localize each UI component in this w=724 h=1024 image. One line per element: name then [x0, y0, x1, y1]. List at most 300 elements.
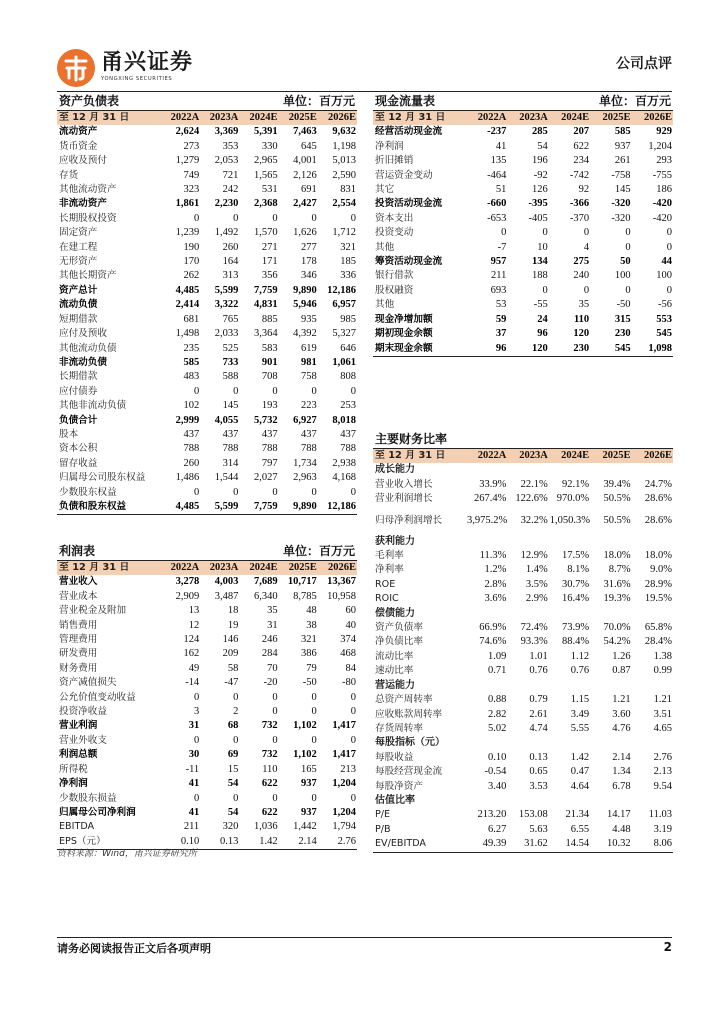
table-row — [57, 691, 357, 705]
row-value: 0.88 — [488, 694, 507, 706]
row-value: 483 — [183, 371, 200, 383]
row-value: 0 — [350, 212, 356, 224]
row-value: 35 — [578, 299, 590, 311]
row-value: 11.3% — [479, 550, 507, 562]
row-label: 在建工程 — [59, 241, 98, 253]
row-value: 1.12 — [570, 650, 590, 662]
row-value: 165 — [301, 763, 317, 775]
row-value: 314 — [222, 457, 239, 469]
row-value: 12.9% — [520, 550, 548, 562]
row-value: 0 — [350, 792, 356, 804]
row-value: 3.40 — [488, 780, 507, 792]
row-value: -50 — [616, 299, 631, 311]
row-value: 0.13 — [529, 751, 548, 763]
row-value: 41 — [188, 778, 200, 790]
row-label: ROE — [375, 578, 396, 590]
row-value: -660 — [487, 198, 507, 210]
row-value: 102 — [183, 400, 200, 412]
table-row — [373, 125, 673, 139]
row-value: 6.27 — [488, 823, 507, 835]
row-value: 622 — [261, 778, 278, 790]
row-value: 54.2% — [603, 636, 631, 648]
row-value: 2,590 — [332, 169, 356, 181]
table-row — [373, 823, 673, 837]
row-value: 681 — [183, 313, 200, 325]
row-value: 145 — [614, 184, 631, 196]
row-value: 622 — [261, 806, 278, 818]
row-label: 负债和股东权益 — [59, 500, 127, 512]
balance-sheet-title-row — [57, 94, 357, 111]
row-value: 260 — [222, 241, 239, 253]
cash-flow-title-row — [373, 94, 673, 111]
table-row — [373, 650, 673, 664]
table-row — [57, 342, 357, 356]
row-value: -50 — [302, 677, 317, 689]
row-value: 0 — [666, 284, 672, 296]
section-heading: 偿债能力 — [375, 607, 415, 619]
row-value: 37 — [495, 328, 507, 340]
row-value: 437 — [261, 428, 278, 440]
row-value: 2,230 — [214, 198, 239, 210]
row-label: 长期借款 — [59, 371, 98, 383]
row-value: -56 — [658, 299, 672, 311]
table-row — [373, 507, 673, 535]
row-value: 901 — [261, 356, 278, 368]
row-label: 资本支出 — [375, 212, 414, 224]
row-value: 35 — [267, 605, 278, 617]
row-label: EPS（元） — [59, 835, 106, 847]
row-label: 期末现金余额 — [375, 342, 433, 354]
section-heading: 营运能力 — [375, 679, 415, 691]
year-header: 2026E — [632, 111, 673, 125]
row-value: 8.1% — [567, 564, 590, 576]
section-heading-row — [373, 736, 673, 750]
row-value: 4.76 — [612, 722, 631, 734]
row-value: 437 — [222, 428, 239, 440]
row-value: 273 — [183, 140, 200, 152]
ratios-title-row — [373, 432, 673, 449]
row-value: 0 — [350, 486, 356, 498]
year-header: 2025E — [590, 449, 631, 463]
row-label: 归母净利润增长 — [375, 514, 443, 526]
row-value: 315 — [614, 313, 631, 325]
footer-disclaimer: 请务必阅读报告正文后各项声明 — [57, 942, 211, 955]
row-value: 808 — [340, 371, 356, 383]
row-value: 0 — [193, 734, 200, 746]
table-row — [57, 269, 357, 283]
table-row — [57, 748, 357, 762]
section-heading-row — [373, 794, 673, 808]
row-value: 6.55 — [570, 823, 590, 835]
section-heading-row — [373, 607, 673, 621]
year-header: 2022A — [466, 449, 507, 463]
row-value: 31 — [267, 619, 278, 631]
row-value: 2.14 — [612, 751, 631, 763]
table-row — [373, 780, 673, 794]
row-value: 353 — [222, 140, 239, 152]
row-value: 1.4% — [525, 564, 548, 576]
row-value: -20 — [263, 677, 278, 689]
row-value: 10.32 — [606, 838, 631, 850]
row-value: 758 — [301, 371, 317, 383]
table-row — [373, 298, 673, 312]
row-label: 应收及预付 — [59, 155, 107, 167]
row-value: 0 — [272, 486, 278, 498]
row-value: 41 — [188, 806, 200, 818]
row-value: 66.9% — [479, 622, 507, 634]
row-value: 267.4% — [474, 493, 507, 505]
row-value: 721 — [222, 169, 239, 181]
row-value: 70.0% — [603, 622, 631, 634]
row-value: 79 — [306, 662, 317, 674]
row-value: 1,204 — [648, 140, 672, 152]
table-row — [373, 154, 673, 168]
row-value: 437 — [340, 428, 356, 440]
row-label: 固定资产 — [59, 227, 98, 239]
row-label: 负债合计 — [59, 414, 98, 426]
year-header: 2022A — [161, 561, 200, 575]
row-value: 54 — [537, 140, 548, 152]
logo-mark-icon — [57, 49, 95, 87]
company-logo — [57, 49, 247, 89]
row-value: 6,927 — [293, 414, 317, 426]
row-value: 2,368 — [253, 198, 278, 210]
row-value: -320 — [611, 198, 631, 210]
row-label: 折旧摊销 — [375, 155, 414, 167]
year-header: 2022A — [161, 111, 200, 125]
row-label: 资产减值损失 — [59, 677, 117, 689]
row-value: 2,963 — [293, 472, 317, 484]
row-label: 应付及预收 — [59, 328, 107, 340]
row-value: 0 — [233, 691, 239, 703]
row-label: 流动资产 — [59, 126, 98, 138]
table-row — [57, 471, 357, 485]
row-value: 72.4% — [520, 622, 548, 634]
row-value: 0 — [272, 385, 278, 397]
row-label: 营业外收支 — [59, 734, 107, 746]
row-value: 18.0% — [603, 550, 631, 562]
row-label: 营业税金及附加 — [59, 605, 127, 617]
table-row — [373, 226, 673, 240]
row-label: 研发费用 — [59, 648, 98, 660]
row-value: 32.2% — [520, 514, 548, 526]
row-value: 54 — [227, 778, 239, 790]
row-value: 2,965 — [253, 155, 278, 167]
row-value: 831 — [340, 184, 356, 196]
row-label: EV/EBITDA — [375, 838, 426, 850]
row-value: 92 — [578, 184, 590, 196]
row-value: -80 — [342, 677, 356, 689]
row-value: 788 — [301, 443, 317, 455]
row-value: 3.51 — [653, 708, 672, 720]
year-header: 2023A — [200, 561, 239, 575]
row-value: 12 — [188, 619, 200, 631]
row-value: 0 — [272, 691, 278, 703]
row-label: 归属母公司股东权益 — [59, 472, 146, 484]
row-value: 293 — [656, 155, 672, 167]
row-value: 0 — [311, 486, 317, 498]
row-value: 583 — [261, 342, 278, 354]
row-value: 937 — [301, 778, 317, 790]
row-value: 146 — [222, 634, 239, 646]
row-value: 19 — [227, 619, 239, 631]
row-label: 利润总额 — [59, 749, 98, 761]
row-label: 资产负债率 — [375, 622, 423, 634]
row-label: 营业利润 — [59, 720, 98, 732]
row-value: 19.5% — [644, 593, 672, 605]
table-row — [57, 284, 357, 298]
row-value: 3,278 — [175, 576, 200, 588]
report-type: 公司点评 — [616, 56, 672, 72]
row-value: 196 — [532, 155, 548, 167]
row-value: 5.63 — [529, 823, 548, 835]
table-row — [373, 342, 673, 357]
row-value: 277 — [301, 241, 317, 253]
row-value: 320 — [222, 821, 239, 833]
row-value: 246 — [261, 634, 278, 646]
row-value: 0 — [193, 792, 200, 804]
row-label: 营业成本 — [59, 590, 98, 602]
row-value: 60 — [345, 605, 356, 617]
table-row — [373, 183, 673, 197]
row-value: 18.0% — [644, 550, 672, 562]
row-value: 262 — [183, 270, 200, 282]
row-value: 8,018 — [332, 414, 356, 426]
row-label: 流动负债 — [59, 299, 98, 311]
row-value: 30.7% — [562, 578, 590, 590]
row-value: 1,050.3% — [549, 514, 591, 526]
row-value: 260 — [183, 457, 200, 469]
row-value: 1,417 — [332, 749, 356, 761]
row-value: 0 — [542, 227, 548, 239]
row-value: -758 — [611, 169, 631, 181]
row-value: 1,204 — [332, 806, 356, 818]
table-row — [57, 169, 357, 183]
row-value: 970.0% — [556, 493, 590, 505]
row-label: 投资变动 — [375, 227, 414, 239]
row-value: 22.1% — [520, 478, 548, 490]
row-value: 1.15 — [570, 694, 590, 706]
row-label: ROIC — [375, 593, 399, 605]
row-value: 1,061 — [332, 356, 356, 368]
row-value: 3,975.2% — [467, 514, 508, 526]
balance-sheet-unit: 单位：百万元 — [282, 94, 355, 108]
row-value: 9.0% — [650, 564, 672, 576]
row-label: 公允价值变动收益 — [59, 691, 136, 703]
row-label: 存货 — [59, 169, 79, 181]
table-row — [57, 428, 357, 442]
row-value: -405 — [528, 212, 548, 224]
table-row — [57, 777, 357, 791]
row-value: -92 — [533, 169, 548, 181]
row-value: 585 — [614, 126, 631, 138]
table-row — [57, 457, 357, 471]
section-heading: 成长能力 — [375, 464, 415, 476]
table-row — [373, 635, 673, 649]
row-value: 1.21 — [653, 694, 672, 706]
row-value: 284 — [261, 648, 278, 660]
row-value: 937 — [301, 806, 317, 818]
row-value: -14 — [185, 677, 200, 689]
table-row — [57, 327, 357, 341]
row-value: 4,055 — [214, 414, 239, 426]
row-value: 622 — [573, 140, 590, 152]
row-value: 15 — [227, 763, 239, 775]
row-value: 4,168 — [332, 472, 356, 484]
table-row — [373, 212, 673, 226]
row-value: 120 — [532, 342, 548, 354]
row-value: 5,327 — [332, 328, 356, 340]
table-row — [57, 399, 357, 413]
ratios-title: 主要财务比率 — [375, 432, 448, 446]
date-label: 至 12 月 31 日 — [57, 561, 161, 575]
row-value: 4.48 — [612, 823, 631, 835]
row-value: 3.5% — [525, 578, 548, 590]
row-value: 9.54 — [653, 780, 672, 792]
row-value: 2,554 — [332, 198, 356, 210]
row-label: 速动比率 — [375, 665, 414, 677]
row-label: 非流动资产 — [59, 198, 107, 210]
row-value: 0 — [350, 706, 356, 718]
row-value: 0 — [583, 227, 590, 239]
table-row — [373, 169, 673, 183]
row-value: 48 — [306, 605, 317, 617]
row-value: 9,890 — [293, 500, 317, 512]
table-row — [373, 765, 673, 779]
row-value: 2,126 — [293, 169, 317, 181]
row-value: 3.60 — [612, 708, 631, 720]
row-value: 1.26 — [612, 650, 631, 662]
table-row — [57, 486, 357, 500]
page-number: 2 — [663, 940, 672, 954]
row-value: 0 — [625, 284, 631, 296]
row-value: 5,013 — [332, 155, 356, 167]
row-value: 693 — [490, 284, 507, 296]
row-value: 3 — [193, 706, 200, 718]
row-label: 每股收益 — [375, 751, 414, 763]
row-value: 0 — [193, 691, 200, 703]
income-statement-unit: 单位：百万元 — [282, 544, 355, 558]
row-label: 期初现金余额 — [375, 328, 433, 340]
row-value: 323 — [183, 184, 200, 196]
row-value: 1,565 — [253, 169, 278, 181]
table-row — [373, 327, 673, 341]
cash-flow-title: 现金流量表 — [375, 94, 436, 108]
row-value: 50 — [620, 256, 631, 268]
row-value: 2.13 — [653, 766, 672, 778]
table-row — [373, 241, 673, 255]
row-value: 788 — [183, 443, 200, 455]
row-value: 5,599 — [214, 500, 239, 512]
row-value: 50.5% — [603, 493, 631, 505]
row-value: 1,492 — [214, 227, 239, 239]
row-value: 8,785 — [293, 590, 317, 602]
row-value: 110 — [262, 763, 278, 775]
row-value: -237 — [487, 126, 507, 138]
section-heading: 每股指标（元） — [375, 737, 445, 749]
table-row — [373, 693, 673, 707]
row-value: 230 — [573, 342, 590, 354]
row-value: 2,027 — [253, 472, 278, 484]
row-value: 2,427 — [293, 198, 317, 210]
row-value: 4,831 — [253, 299, 278, 311]
table-row — [373, 284, 673, 298]
row-value: 788 — [261, 443, 278, 455]
row-value: 1.42 — [570, 751, 590, 763]
row-label: 股权融资 — [375, 284, 414, 296]
section-heading: 估值比率 — [375, 794, 415, 806]
year-header: 2024E — [239, 561, 278, 575]
row-label: 净利润 — [59, 778, 88, 790]
table-row — [373, 549, 673, 563]
row-value: 100 — [656, 270, 672, 282]
row-value: 2.61 — [529, 708, 548, 720]
row-value: 346 — [301, 270, 317, 282]
row-value: 162 — [183, 648, 200, 660]
row-value: 6,340 — [253, 590, 278, 602]
row-label: 存货周转率 — [375, 722, 423, 734]
row-value: 386 — [301, 648, 317, 660]
year-header: 2025E — [279, 111, 318, 125]
row-value: 1.34 — [612, 766, 631, 778]
row-value: 981 — [301, 356, 317, 368]
table-row — [57, 255, 357, 269]
row-value: 929 — [656, 126, 672, 138]
row-value: 28.4% — [644, 636, 672, 648]
row-value: 1,734 — [293, 457, 317, 469]
row-value: 234 — [573, 155, 590, 167]
row-value: 3,369 — [214, 126, 239, 138]
row-label: 应收账款周转率 — [375, 708, 443, 720]
row-value: 4 — [583, 241, 590, 253]
row-label: 股本 — [59, 428, 79, 440]
row-label: 无形资产 — [59, 256, 98, 268]
row-value: 211 — [491, 270, 507, 282]
row-value: 7,689 — [253, 576, 278, 588]
row-value: 3,364 — [253, 328, 278, 340]
year-header: 2025E — [279, 561, 318, 575]
row-value: 0 — [350, 734, 356, 746]
table-row — [57, 734, 357, 748]
row-value: 0 — [311, 212, 317, 224]
table-row — [373, 563, 673, 577]
row-value: 1.01 — [529, 650, 548, 662]
row-value: 3.19 — [653, 823, 672, 835]
row-value: 59 — [495, 313, 507, 325]
row-value: 7,759 — [253, 500, 278, 512]
table-row — [57, 719, 357, 733]
row-value: 1.2% — [484, 564, 507, 576]
row-value: -755 — [652, 169, 672, 181]
row-value: 13,367 — [327, 576, 356, 588]
row-value: 135 — [490, 155, 507, 167]
row-value: 336 — [340, 270, 356, 282]
row-value: 24 — [537, 313, 548, 325]
row-value: 732 — [261, 720, 278, 732]
row-value: 134 — [532, 256, 548, 268]
row-value: 553 — [656, 313, 672, 325]
table-row — [57, 140, 357, 154]
balance-sheet-title: 资产负债表 — [59, 94, 120, 108]
row-value: 0.10 — [180, 835, 200, 847]
row-label: 应付债券 — [59, 385, 98, 397]
row-value: 1,544 — [214, 472, 239, 484]
table-row — [57, 792, 357, 806]
row-value: -420 — [652, 198, 672, 210]
table-row — [57, 313, 357, 327]
row-value: 33.9% — [479, 478, 507, 490]
row-label: 流动比率 — [375, 650, 414, 662]
